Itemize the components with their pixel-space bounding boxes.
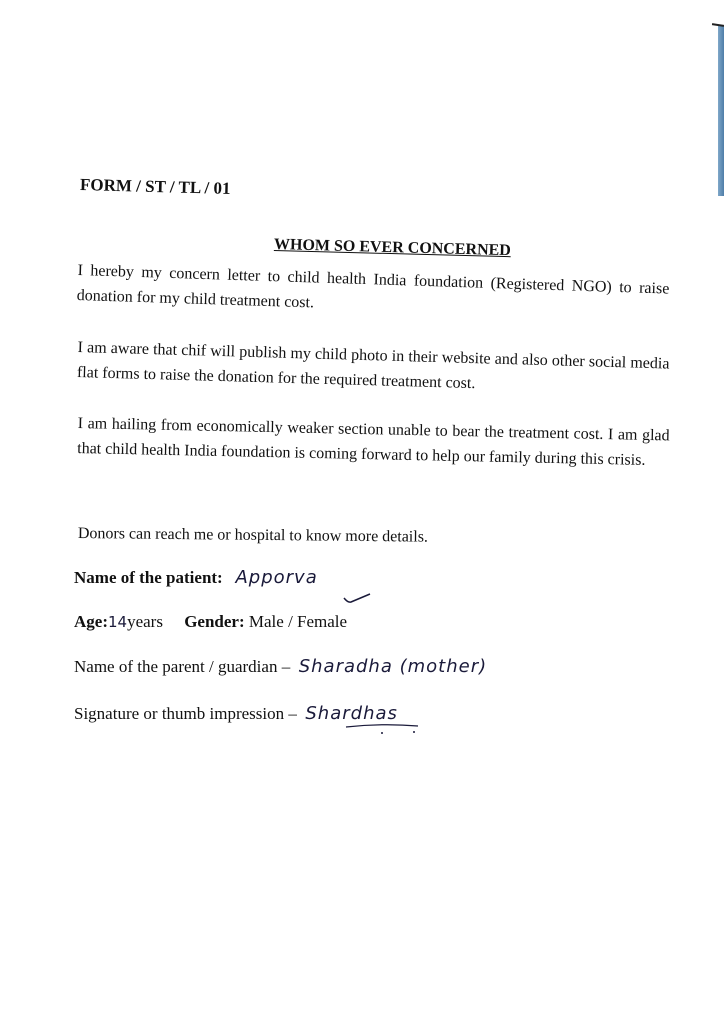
age-gender-field <box>74 612 347 632</box>
signature-underline <box>342 723 422 735</box>
parent-name-label: Name of the parent / guardian – <box>74 657 291 676</box>
paragraph-awareness: I am aware that chif will publish my child photo in their website and also other social media flat forms to raise the donation for the required treatment cost. <box>76 338 670 393</box>
parent-name-field <box>74 656 487 677</box>
paragraph-concern: I hereby my concern letter to child health India foundation (Registered NGO) to raise donation for my child treatment cost. <box>76 261 670 312</box>
patient-name-value: Apporva <box>235 567 318 588</box>
document-title: WHOM SO EVER CONCERNED <box>273 236 512 260</box>
paragraph-hardship: I am hailing from economically weaker section unable to bear the treatment cost. I am glad that child health India foundation is coming forward to help our family during this crisis. <box>77 414 670 469</box>
signature-value: Shardhas <box>305 703 398 724</box>
age-unit: years <box>127 612 163 631</box>
age-value: 14 <box>107 613 128 631</box>
signature-label: Signature or thumb impression – <box>74 704 297 723</box>
form-code: FORM / ST / TL / 01 <box>79 175 231 198</box>
parent-name-value: Sharadha (mother) <box>298 656 488 677</box>
gender-options: Male / Female <box>248 612 348 631</box>
patient-name-field <box>74 567 318 588</box>
patient-name-label: Name of the patient: <box>74 568 223 587</box>
checkmark-icon <box>342 592 372 604</box>
age-label: Age: <box>74 612 108 631</box>
signature-field <box>74 703 398 724</box>
paragraph-donors: Donors can reach me or hospital to know more details. <box>77 524 429 546</box>
gender-label: Gender: <box>184 612 245 631</box>
